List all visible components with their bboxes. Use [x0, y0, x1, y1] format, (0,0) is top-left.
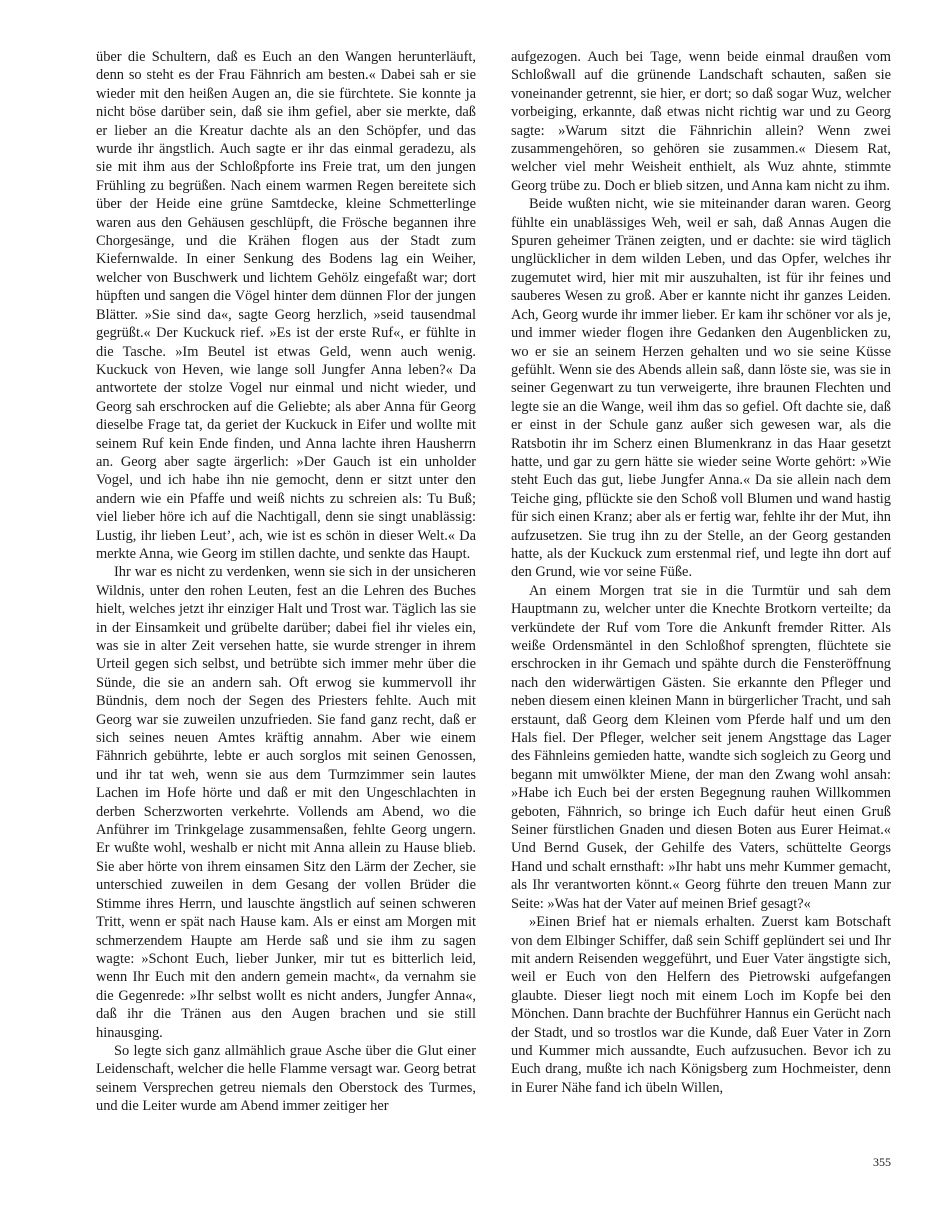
- paragraph: aufgezogen. Auch bei Tage, wenn beide einmal draußen vom Schloßwall auf die grünende Landschaft schauten, saßen sie voneinander getrennt, sie hier, er dort; so daß sogar Wuz, welcher vorbeiging, erkannte, daß etwas nicht richtig war und zu Georg sagte: »Warum sitzt die Fähnrichin allein? Wenn zwei zusammengehören, so gehören sie zusammen.« Diesem Rat, welcher viel mehr Weisheit enthielt, als Wuz ahnte, stimmte Georg trübe zu. Doch er blieb sitzen, und Anna kam nicht zu ihm.: [511, 49, 891, 194]
- paragraph: An einem Morgen trat sie in die Turmtür und sah dem Hauptmann zu, welcher unter die Knechte Brotkorn verteilte; da verkündete der Ruf vom Tore die Ankunft fremder Ritter. Als weiße Ordensmäntel in den Schloßhof sprengten, flüchtete sie erschrocken in ihr Gemach und spähte durch die Fensteröffnung nach den widerwärtigen Gästen. Sie erkannte den Pfleger und neben diesem einen kleinen Mann in bürgerlicher Tracht, und sah erstaunt, daß Georg dem Kleinen vom Pferde half und um den Hals fiel. Der Pfleger, welcher seit jenem Angsttage das Lager des Fähnleins gemieden hatte, wandte sich sogleich zu Georg und begann mit umwölkter Miene, der man den Zwang wohl ansah: »Habe ich Euch bei der ersten Begegnung rauhen Willkommen geboten, Fähnrich, so bringe ich Euch dafür heut einen Gruß Seiner fürstlichen Gnaden und diesen Boten aus Eurer Heimat.« Und Bernd Gusek, der Gehilfe des Vaters, schüttelte Georgs Hand und schalt ernsthaft: »Ihr habt uns mehr Kummer gemacht, als Ihr verantworten könnt.« Georg führte den treuen Mann zur Seite: »Was hat der Vater auf meinen Brief gesagt?«: [511, 582, 891, 912]
- page-number: 355: [873, 1155, 891, 1169]
- left-column: [96, 48, 476, 1116]
- paragraph: Beide wußten nicht, wie sie miteinander daran waren. Georg fühlte ein unablässiges Weh, weil er sah, daß Annas Augen die Spuren geheimer Tränen zeigten, und er dachte: sie wird täglich unglücklicher in dem wilden Leben, und das Opfer, welches ihr zugemutet wird, hier mit mir auszuhalten, ist für ihr feines und sauberes Wesen zu groß. Aber er kannte nicht ihr ganzes Leiden. Ach, Georg wurde ihr immer lieber. Er kam ihr schöner vor als je, und immer wieder flogen ihre Gedanken den Augenblicken zu, wo er sie an seinem Herzen gehalten und wo sie seine Küsse gefühlt. Wenn sie des Abends allein saß, dann löste sie, was sie in seiner Gegenwart zu tun verweigerte, ihre braunen Flechten und legte sie an die Wange, weil ihm das so gefiel. Oft dachte sie, daß er einst in der Schule ganz außer sich gewesen war, als die Ratsbotin ihr im Scherz einen Blumenkranz in das Haar gesetzt hatte, und gar zu gern hätte sie wieder seine Worte gehört: »Wie steht Euch das gut, liebe Jungfer Anna.« Da sie allein nach dem Teiche ging, pflückte sie den Schoß voll Blumen und wand hastig für sich einen Kranz; aber als er fertig war, fehlte ihr der Mut, ihn aufzusetzen. Sie trug ihn zu der Stelle, an der Georg gestanden hatte, als der Kuckuck zum erstenmal rief, und legte ihn dort auf den Grund, wie vor seine Füße.: [511, 196, 891, 581]
- paragraph: über die Schultern, daß es Euch an den Wangen herunterläuft, denn so steht es der Frau Fähnrich am besten.« Dabei sah er sie wieder mit den heißen Augen an, die sie fürchtete. Sie konnte ja nicht böse darüber sein, daß sie ihm gefiel, aber sie merkte, daß er lieber an die Kreatur dachte als an den Schöpfer, und das wurde ihr ängstlich. Auch sagte er ihr das einmal geradezu, als sie mit ihm aus der Schloßpforte ins Freie trat, um den jungen Frühling zu begrüßen. Nach einem warmen Regen bereitete sich über der Heide eine grüne Samtdecke, kleine Schmetterlinge waren aus den Gehäusen geschlüpft, die Frösche begannen ihre Chorgesänge, und die Krähen flogen aus der Stadt zum Kiefernwalde. In einer Senkung des Bodens lag ein Weiher, welcher von Buschwerk und lichtem Gehölz eingefaßt war; dort hüpften und sangen die Vögel hinter dem dünnen Flor der jungen Blätter. »Sie sind da«, sagte Georg herzlich, »seid tausendmal gegrüßt.« Der Kuckuck rief. »Es ist der erste Ruf«, er fühlte in die Tasche. »Im Beutel ist etwas Geld, wenn auch wenig. Kuckuck von Heven, wie lange soll Jungfer Anna leben?« Da antwortete der stolze Vogel nur einmal und nicht wieder, und Georg sah erschrocken auf die Geliebte; als aber Anna für Georg dieselbe Frage tat, da geriet der Kuckuck in Eifer und wollte mit seinem Ruf kein Ende finden, und Anna lachte ihren Hausherrn an. Georg aber sagte ärgerlich: »Der Gauch ist ein unholder Vogel, und ich habe ihn nie gemocht, denn er sitzt unter den andern wie ein Pfaffe und weiß nichts zu schreien als: Tu Buß; viel lieber höre ich auf die Nachtigall, denn sie singt unablässig: Lustig, ihr lieben Leut’, ach, wie ist es schön in dieser Welt.« Da merkte Anna, wie Georg im stillen dachte, und senkte das Haupt.: [96, 49, 476, 562]
- right-column: [511, 48, 891, 1097]
- paragraph: »Einen Brief hat er niemals erhalten. Zuerst kam Botschaft von dem Elbinger Schiffer, daß sein Schiff geplündert sei und Ihr mit andern Reisenden weggeführt, und Euer Vater ängstigte sich, weil er Euch von den Helfern des Pietrowski aufgefangen glaubte. Dieser liegt noch mit einem Loch im Kopfe bei den Mönchen. Dann brachte der Buchführer Hannus ein Gerücht nach der Stadt, und so trostlos war die Kunde, daß Euer Vater in Zorn und Kummer mich aussandte, Euch aufzusuchen. Bevor ich zu Euch drang, mußte ich nach Königsberg zum Hochmeister, denn in Eurer Nähe fand ich übeln Willen,: [511, 914, 891, 1096]
- paragraph: Ihr war es nicht zu verdenken, wenn sie sich in der unsicheren Wildnis, unter den rohen Leuten, fest an die Lehren des Buches hielt, welches jetzt ihr einziger Halt und Trost war. Täglich las sie in der Einsamkeit und grübelte darüber; dabei fiel ihr vieles ein, was sie in alter Zeit versehen hatte, sie wurde strenger in ihrem Urteil gegen sich selbst, und betrübte sich immer mehr über die Sünde, die sie an andern sah. Oft erwog sie kummervoll ihr Bündnis, dem noch der Segen des Priesters fehlte. Auch mit Georg war sie zuweilen unzufrieden. Sie fand ganz recht, daß er sich seines neuen Amtes kräftig annahm. Aber wie einem Fähnrich gebührte, lebte er auch sorglos mit seinen Genossen, und ihr tat weh, wenn sie aus dem Turmzimmer sein lautes Lachen im Hofe hörte und daß er mit den Ungeschlachten in derben Scherzworten verkehrte. Vollends am Abend, wo die Anführer im Trinkgelage zusammensaßen, fehlte Georg ungern. Er wußte wohl, weshalb er nicht mit Anna allein zu Hause blieb. Sie aber hörte von ihrem einsamen Sitz den Lärm der Zecher, sie unterschied zuweilen in dem Gesang der vollen Brüder die Stimme ihres Herrn, und lauschte ängstlich auf seinen schweren Tritt, wenn er spät nach Hause kam. Als er einst am Morgen mit schmerzendem Haupte am Herde saß und sie ihm zu sagen wagte: »Schont Euch, lieber Junker, mir tut es bitterlich leid, wenn Ihr Euch mit den andern gemein macht«, da vernahm sie die Gegenrede: »Ihr selbst wollt es nicht anders, Jungfer Anna«, daß ihr die Tränen aus den Augen brachen und sie still hinausging.: [96, 564, 476, 1041]
- paragraph: So legte sich ganz allmählich graue Asche über die Glut einer Leidenschaft, welcher die helle Flamme versagt war. Georg betrat seinem Versprechen getreu niemals den Oberstock des Turmes, und die Leiter wurde am Abend immer zeitiger her: [96, 1042, 476, 1115]
